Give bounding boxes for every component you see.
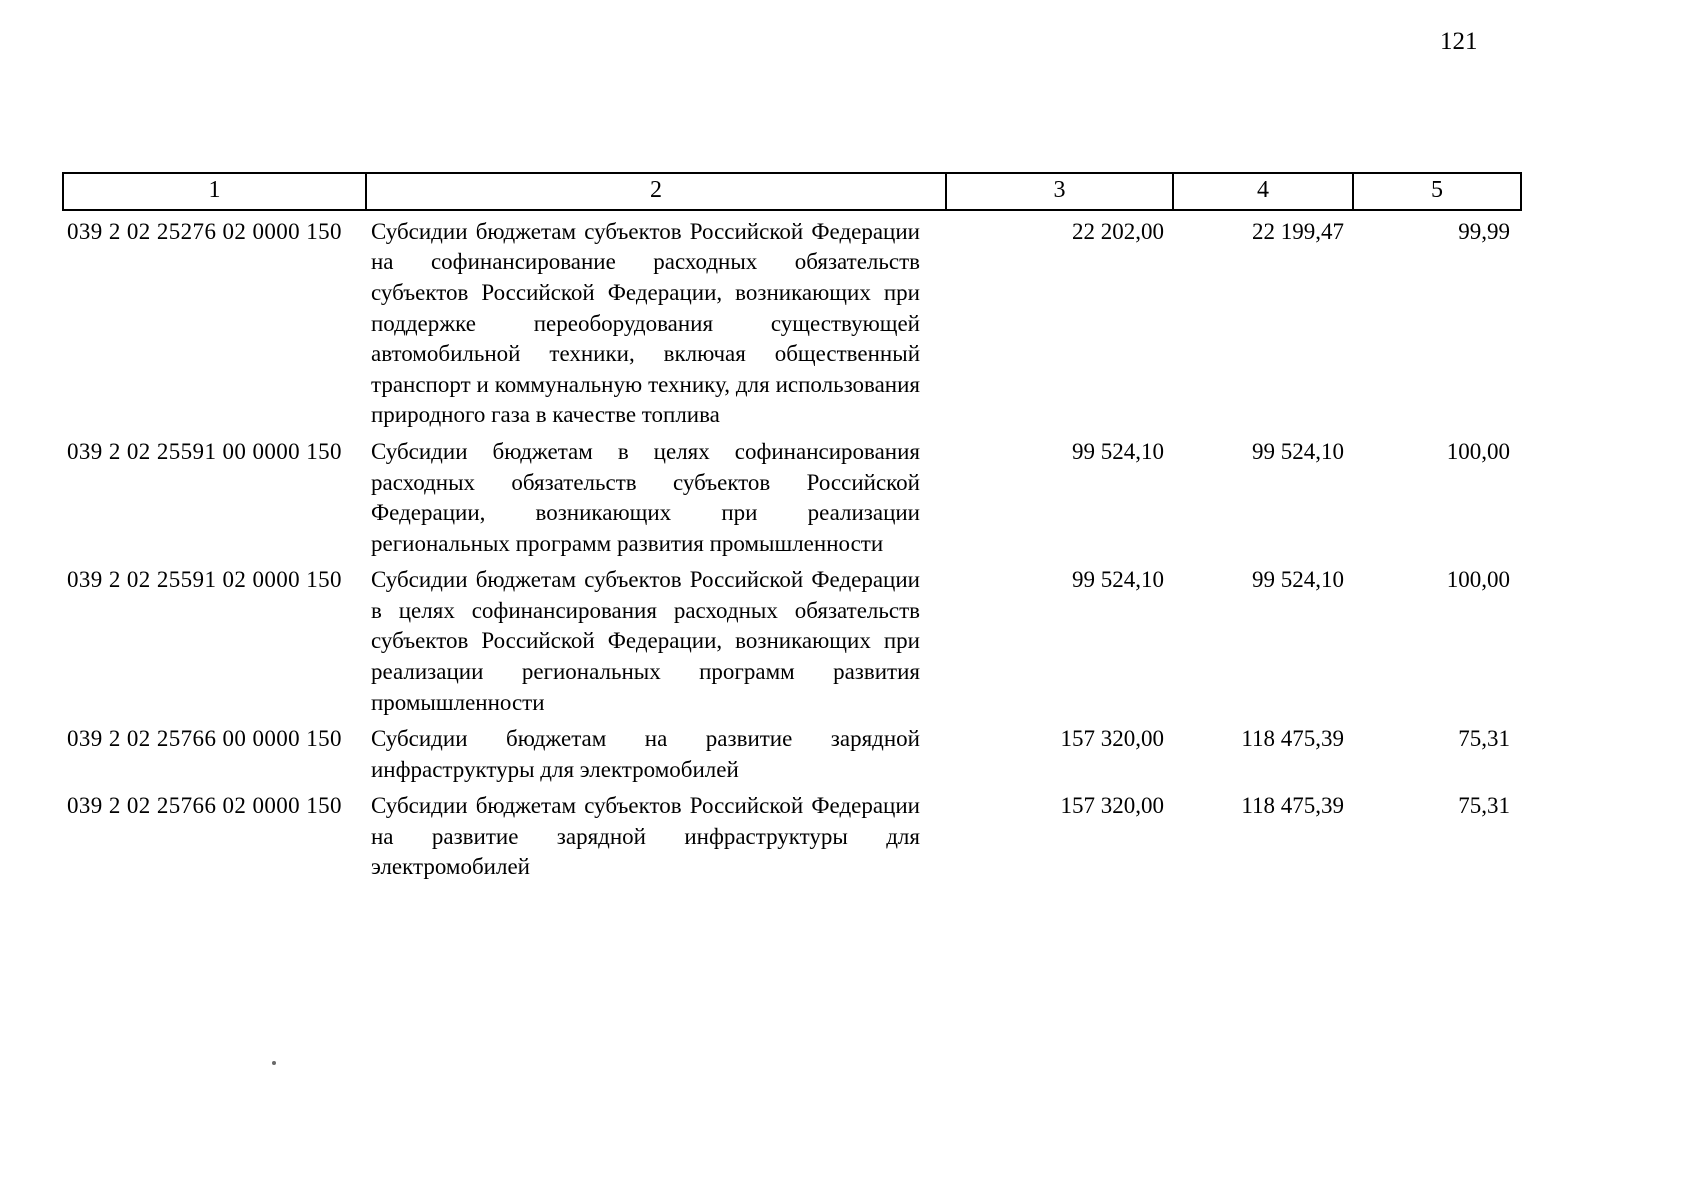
cell-executed: 118 475,39	[1241, 793, 1344, 819]
table-header-row	[63, 173, 1521, 210]
cell-code: 039 2 02 25591 00 0000 150	[67, 438, 342, 464]
cell-percent: 99,99	[1458, 218, 1510, 244]
column-header-4: 4	[1173, 173, 1353, 210]
cell-code: 039 2 02 25276 02 0000 150	[67, 218, 342, 244]
cell-executed: 99 524,10	[1252, 567, 1344, 593]
table-row	[63, 718, 1521, 785]
cell-approved: 22 202,00	[1072, 218, 1164, 244]
column-header-3: 3	[946, 173, 1173, 210]
cell-percent: 75,31	[1458, 726, 1510, 752]
table-row	[63, 785, 1521, 883]
cell-description: Субсидии бюджетам в целях софинансирования расходных обязательств субъектов Российской Федерации, возникающих при реализации региональных программ развития промышленности	[371, 438, 920, 556]
cell-description: Субсидии бюджетам субъектов Российской Федерации в целях софинансирования расходных обязательств субъектов Российской Федерации, возникающих при реализации региональных программ развития промышленности	[371, 567, 920, 715]
scan-artifact-dot	[272, 1061, 276, 1065]
column-header-1: 1	[63, 173, 366, 210]
cell-executed: 22 199,47	[1252, 218, 1344, 244]
cell-description: Субсидии бюджетам субъектов Российской Федерации на софинансирование расходных обязательств субъектов Российской Федерации, возникающих при поддержке переоборудования существующей автомобильной техники, включая общественный транспорт и коммунальную технику, для использования природного газа в качестве топлива	[371, 218, 920, 428]
table-row	[63, 431, 1521, 559]
page-number: 121	[1440, 28, 1478, 55]
cell-approved: 99 524,10	[1072, 567, 1164, 593]
cell-code: 039 2 02 25591 02 0000 150	[67, 567, 342, 593]
cell-percent: 100,00	[1446, 567, 1510, 593]
cell-approved: 157 320,00	[1060, 726, 1164, 752]
table-row	[63, 559, 1521, 718]
cell-description: Субсидии бюджетам на развитие зарядной инфраструктуры для электромобилей	[371, 726, 920, 782]
cell-percent: 100,00	[1446, 438, 1510, 464]
cell-executed: 99 524,10	[1252, 438, 1344, 464]
column-header-5: 5	[1353, 173, 1521, 210]
table-row	[63, 210, 1521, 431]
cell-approved: 157 320,00	[1060, 793, 1164, 819]
cell-approved: 99 524,10	[1072, 438, 1164, 464]
cell-percent: 75,31	[1458, 793, 1510, 819]
cell-code: 039 2 02 25766 00 0000 150	[67, 726, 342, 752]
column-header-2: 2	[366, 173, 946, 210]
cell-code: 039 2 02 25766 02 0000 150	[67, 793, 342, 819]
budget-table	[62, 172, 1522, 883]
cell-description: Субсидии бюджетам субъектов Российской Федерации на развитие зарядной инфраструктуры для электромобилей	[371, 793, 920, 880]
cell-executed: 118 475,39	[1241, 726, 1344, 752]
